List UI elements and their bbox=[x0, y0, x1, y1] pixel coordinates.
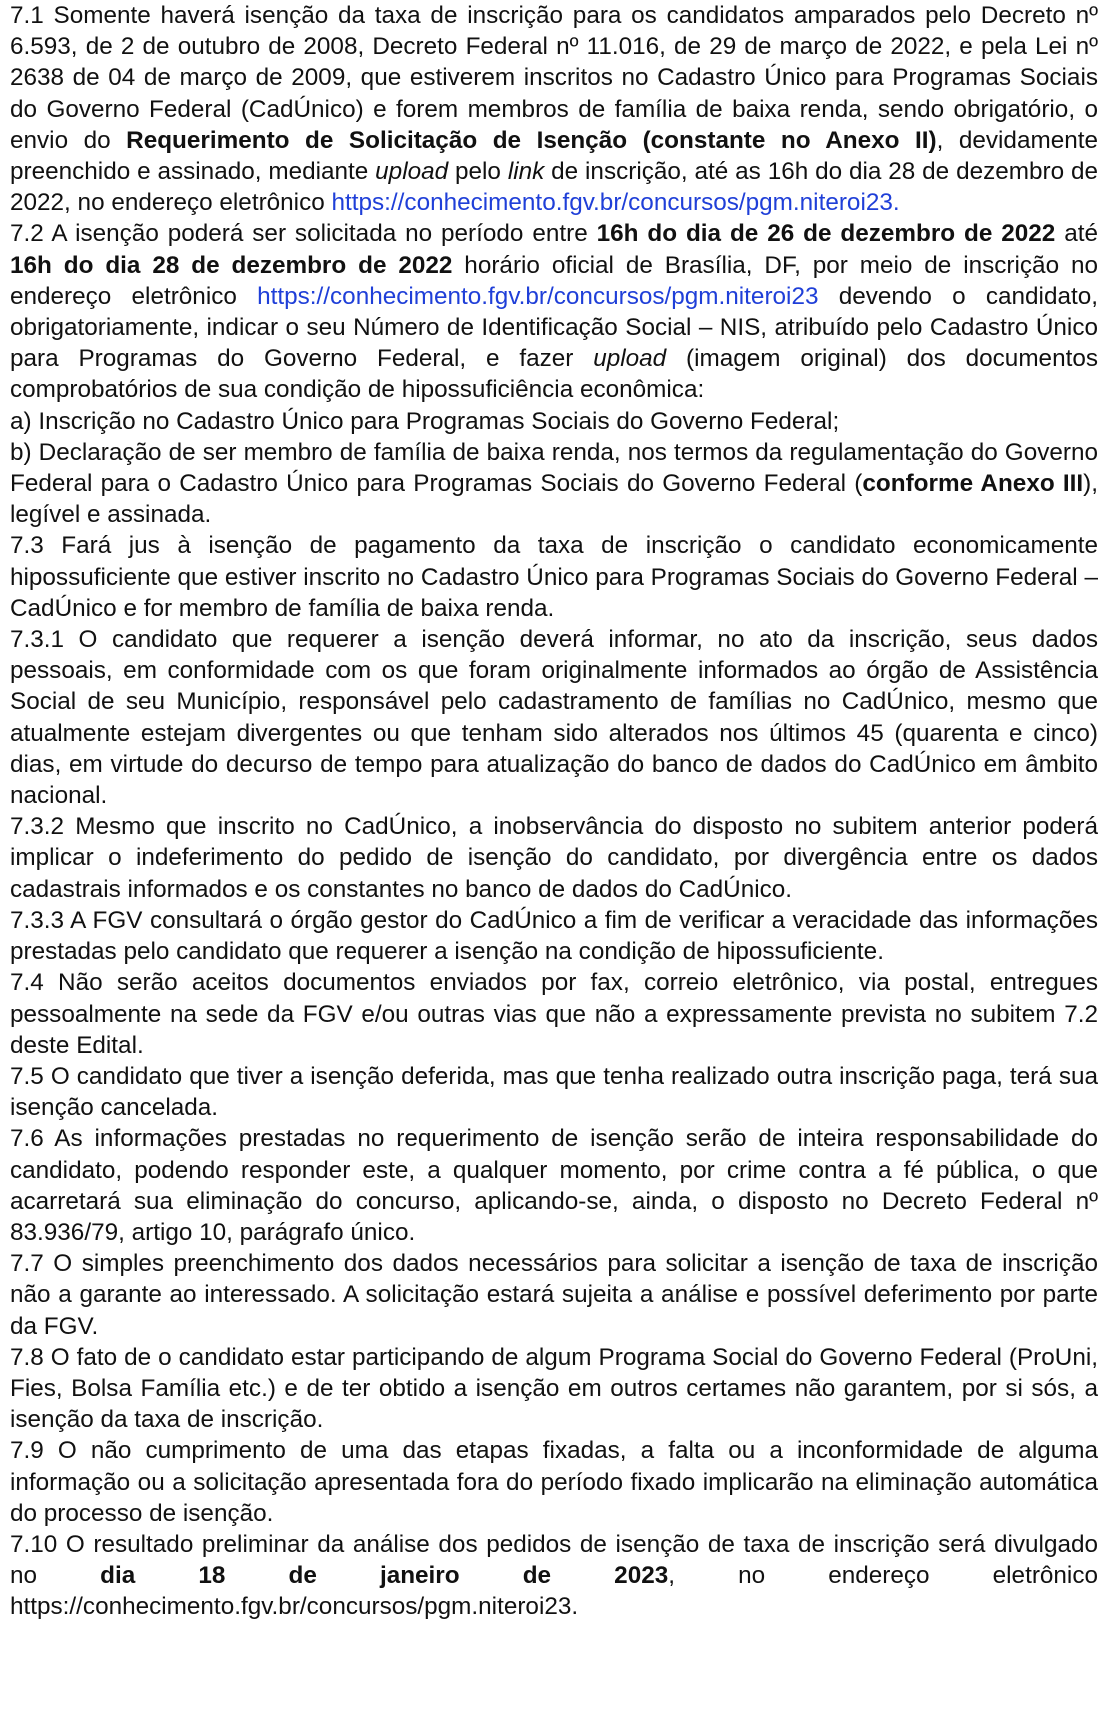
paragraph-7-6: 7.6 As informações prestadas no requerimento de isenção serão de inteira responsabilidade do candidato, podendo responder este, a qualquer momento, por crime contra a fé pública, o que acarretará sua eliminação do concurso, aplicando-se, ainda, o disposto no Decreto Federal nº 83.936/79, artigo 10, parágrafo único. bbox=[10, 1125, 1098, 1246]
text-run: 7.1 Somente haverá isenção da taxa de inscrição para os candidatos amparados pelo Decreto nº 6.593, de 2 de outubro de 2008, Decreto Federal nº 11.016, de 29 de março de 2022, e pela Lei nº 2638 de 04 de março de 2009, que estiverem inscritos no Cadastro Único para Programas Sociais do Governo Federal (CadÚnico) e forem membros de família de baixa renda, sendo obrigatório, o envio do bbox=[10, 2, 1098, 154]
paragraph-7-5: 7.5 O candidato que tiver a isenção deferida, mas que tenha realizado outra inscrição paga, terá sua isenção cancelada. bbox=[10, 1062, 1098, 1122]
paragraph-7-8: 7.8 O fato de o candidato estar participando de algum Programa Social do Governo Federal (ProUni, Fies, Bolsa Família etc.) e de ter obtido a isenção em outros certames não garantem, por si sós, a isenção da taxa de inscrição. bbox=[10, 1343, 1098, 1434]
paragraph-7-3: 7.3 Fará jus à isenção de pagamento da taxa de inscrição o candidato economicamente hipossuficiente que estiver inscrito no Cadastro Único para Programas Sociais do Governo Federal – CadÚnico e for membro de família de baixa renda. bbox=[10, 532, 1098, 622]
paragraph-7-3-3: 7.3.3 A FGV consultará o órgão gestor do CadÚnico a fim de verificar a veracidade das informações prestadas pelo candidato que requerer a isenção na condição de hipossuficiente. bbox=[10, 906, 1098, 966]
text-run: . bbox=[892, 189, 900, 217]
bold-text: 16h do dia de 26 de dezembro de 2022 bbox=[596, 220, 1056, 248]
text-run: , devidamente preenchido e assinado, mediante bbox=[10, 126, 1098, 186]
text-run: b) Declaração de ser membro de família de baixa renda, nos termos da regulamentação do Governo Federal para o Cadastro Único para Programas Sociais do Governo Federal ( bbox=[10, 438, 1098, 498]
list-item-a: a) Inscrição no Cadastro Único para Programas Sociais do Governo Federal; bbox=[10, 407, 840, 435]
paragraph-7-3-2: 7.3.2 Mesmo que inscrito no CadÚnico, a inobservância do disposto no subitem anterior poderá implicar o indeferimento do pedido de isenção do candidato, por divergência entre os dados cadastrais informados e os constantes no banco de dados do CadÚnico. bbox=[10, 813, 1098, 903]
text-run: 7.2 A isenção poderá ser solicitada no período entre bbox=[10, 220, 597, 248]
text-run: devendo o candidato, obrigatoriamente, indicar o seu Número de Identificação Social – NIS, atribuído pelo Cadastro Único para Programas do Governo Federal, e fazer bbox=[10, 282, 1098, 373]
text-run: ), legível e assinada. bbox=[10, 470, 1099, 529]
text-run: 7.10 O resultado preliminar da análise dos pedidos de isenção de taxa de inscrição será divulgado no bbox=[10, 1530, 1098, 1590]
list-item-b bbox=[10, 437, 1098, 531]
registration-link[interactable]: https://conhecimento.fgv.br/concursos/pgm.niteroi23 bbox=[257, 282, 819, 310]
text-run: até bbox=[1055, 220, 1098, 248]
text-run: , no endereço eletrônico https://conhecimento.fgv.br/concursos/pgm.niteroi23. bbox=[10, 1562, 1098, 1621]
text-run: de inscrição, até as 16h do dia 28 de dezembro de 2022, no endereço eletrônico bbox=[10, 158, 1099, 217]
paragraph-7-7: 7.7 O simples preenchimento dos dados necessários para solicitar a isenção de taxa de inscrição não a garante ao interessado. A solicitação estará sujeita a análise e possível deferimento por parte da FGV. bbox=[10, 1250, 1098, 1340]
bold-text: Requerimento de Solicitação de Isenção (constante no Anexo II) bbox=[126, 126, 937, 154]
text-run: (imagem original) dos documentos comprobatórios de sua condição de hipossuficiência econômica: bbox=[10, 345, 1098, 404]
italic-text: upload bbox=[593, 345, 667, 373]
registration-link[interactable]: https://conhecimento.fgv.br/concursos/pgm.niteroi23 bbox=[331, 189, 893, 217]
italic-text: link bbox=[507, 158, 545, 186]
paragraph-7-2 bbox=[10, 218, 1098, 405]
bold-text: dia 18 de janeiro de 2023 bbox=[100, 1562, 669, 1590]
bold-text: conforme Anexo III bbox=[862, 470, 1084, 498]
paragraph-7-3-1: 7.3.1 O candidato que requerer a isenção deverá informar, no ato da inscrição, seus dados pessoais, em conformidade com os que foram originalmente informados ao órgão de Assistência Social de seu Município, responsável pelo cadastramento de famílias no CadÚnico, mesmo que atualmente estejam divergentes ou que tenham sido alterados nos últimos 45 (quarenta e cinco) dias, em virtude do decurso de tempo para atualização do banco de dados do CadÚnico em âmbito nacional. bbox=[10, 626, 1098, 810]
italic-text: upload bbox=[375, 158, 449, 186]
text-run: horário oficial de Brasília, DF, por meio de inscrição no endereço eletrônico bbox=[10, 251, 1098, 310]
paragraph-7-9: 7.9 O não cumprimento de uma das etapas fixadas, a falta ou a inconformidade de alguma informação ou a solicitação apresentada fora do período fixado implicarão na eliminação automática do processo de isenção. bbox=[10, 1437, 1098, 1527]
paragraph-7-1 bbox=[10, 0, 1098, 218]
paragraph-7-10 bbox=[10, 1529, 1098, 1623]
bold-text: 16h do dia 28 de dezembro de 2022 bbox=[10, 251, 453, 279]
text-run: pelo bbox=[448, 158, 508, 186]
paragraph-7-4: 7.4 Não serão aceitos documentos enviados por fax, correio eletrônico, via postal, entregues pessoalmente na sede da FGV e/ou outras vias que não a expressamente prevista no subitem 7.2 deste Edital. bbox=[10, 969, 1098, 1059]
